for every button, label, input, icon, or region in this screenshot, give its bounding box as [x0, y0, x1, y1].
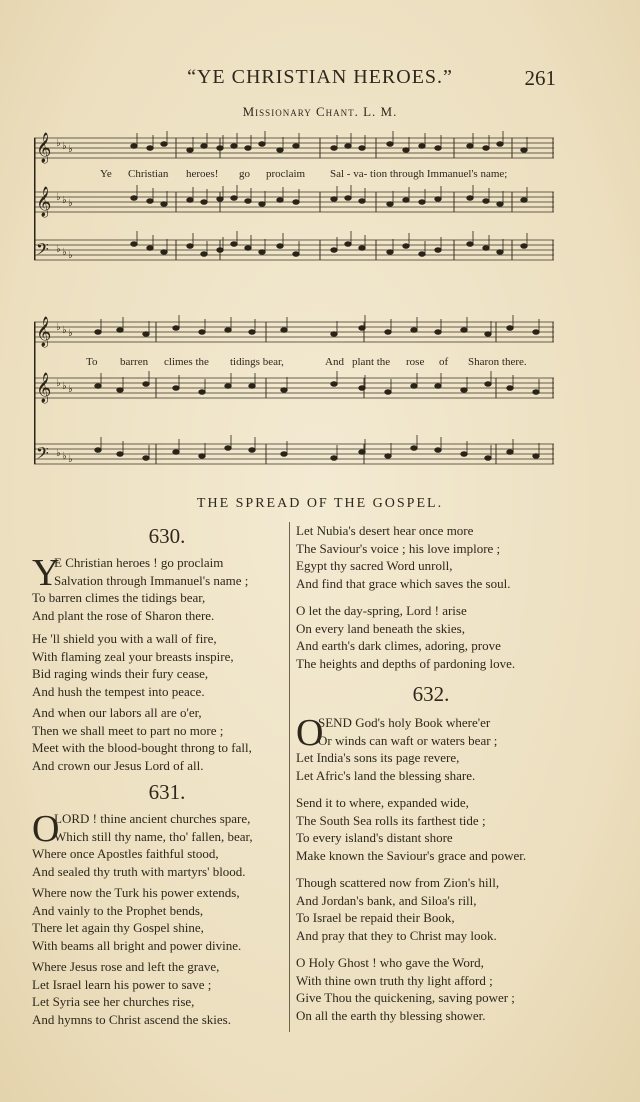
note-head — [281, 328, 287, 333]
verse-line: And find that grace which saves the soul. — [296, 575, 511, 591]
stanza — [296, 874, 499, 944]
flat-icon: ♭ — [62, 381, 67, 392]
note-head — [403, 244, 409, 249]
music-notation-2 — [34, 314, 556, 474]
flat-icon: ♭ — [62, 247, 67, 258]
lyric-word: barren — [120, 356, 149, 368]
verse-line: Or winds can waft or waters bear ; — [318, 732, 498, 748]
note-head — [345, 196, 351, 201]
note-head — [419, 200, 425, 205]
verse-line: SEND God's holy Book where'er — [318, 715, 491, 730]
note-head — [131, 196, 137, 201]
flat-icon: ♭ — [56, 322, 61, 333]
flat-icon: ♭ — [68, 384, 73, 395]
note-head — [331, 248, 337, 253]
flat-icon: ♭ — [62, 141, 67, 152]
note-head — [245, 146, 251, 151]
note-head — [435, 248, 441, 253]
note-head — [173, 326, 179, 331]
lyric-word: Sharon there. — [468, 356, 527, 368]
note-head — [485, 332, 491, 337]
note-head — [277, 148, 283, 153]
bass-clef-icon: 𝄢 — [36, 239, 49, 263]
note-head — [411, 328, 417, 333]
flat-icon: ♭ — [56, 138, 61, 149]
note-head — [533, 454, 539, 459]
lyric-word: And — [325, 356, 344, 368]
flat-icon: ♭ — [68, 250, 73, 261]
note-head — [217, 197, 223, 202]
music-system-1 — [34, 128, 556, 278]
note-head — [201, 144, 207, 149]
bass-clef-icon: 𝄢 — [36, 443, 49, 467]
verse-line: Which still thy name, tho' fallen, bear, — [54, 828, 253, 844]
music-system-2 — [34, 314, 556, 474]
page-number: 261 — [524, 66, 556, 90]
note-head — [187, 198, 193, 203]
note-head — [245, 246, 251, 251]
lyric-word: Christian — [128, 168, 169, 180]
note-head — [281, 452, 287, 457]
flat-icon: ♭ — [68, 328, 73, 339]
note-head — [249, 448, 255, 453]
hymn-number: 632. — [412, 682, 450, 706]
verse-line: LORD ! thine ancient churches spare, — [54, 811, 251, 826]
note-head — [385, 390, 391, 395]
verse-line: And hymns to Christ ascend the skies. — [32, 1011, 231, 1027]
verse-line: And earth's dark climes, adoring, prove — [296, 638, 501, 654]
note-head — [435, 197, 441, 202]
flat-icon: ♭ — [56, 378, 61, 389]
section-title: THE SPREAD OF THE GOSPEL. — [196, 496, 444, 511]
lyric-word: rose — [406, 356, 425, 368]
note-head — [435, 384, 441, 389]
note-head — [507, 326, 513, 331]
note-head — [521, 244, 527, 249]
lyric-word: go — [239, 168, 250, 180]
note-head — [231, 196, 237, 201]
lyric-word: climes the — [164, 356, 209, 368]
verse-line: Let Afric's land the blessing share. — [296, 767, 476, 783]
lyric-word: of — [439, 356, 449, 368]
note-head — [225, 328, 231, 333]
stanza — [296, 714, 497, 784]
note-head — [187, 148, 193, 153]
verse-line: Let Syria see her churches rise, — [32, 994, 195, 1010]
note-head — [277, 244, 283, 249]
note-head — [161, 202, 167, 207]
note-head — [131, 242, 137, 247]
flat-icon: ♭ — [62, 325, 67, 336]
note-head — [345, 144, 351, 149]
verse-line: The South Sea rolls its farthest tide ; — [296, 812, 486, 828]
note-head — [161, 250, 167, 255]
stanza — [296, 602, 515, 672]
verse-line: With thine own truth thy light afford ; — [296, 972, 493, 988]
note-head — [497, 250, 503, 255]
verse-line: O Holy Ghost ! who gave the Word, — [296, 955, 484, 970]
running-head: “YE CHRISTIAN HEROES.” — [187, 66, 453, 88]
lyric-word: Ye — [100, 168, 112, 180]
note-head — [147, 199, 153, 204]
note-head — [507, 386, 513, 391]
note-head — [331, 146, 337, 151]
verse-line: The heights and depths of pardoning love. — [296, 655, 516, 671]
note-head — [245, 199, 251, 204]
drop-cap: O — [296, 712, 324, 754]
note-head — [387, 202, 393, 207]
stanza — [296, 954, 515, 1024]
note-head — [147, 246, 153, 251]
note-head — [147, 146, 153, 151]
note-head — [533, 330, 539, 335]
verse-line: Meet with the blood-bought throng to fall, — [32, 740, 252, 756]
note-head — [419, 252, 425, 257]
verse-line: The Saviour's voice ; his love implore ; — [296, 540, 501, 556]
verse-line: Let India's sons its page revere, — [296, 750, 460, 766]
note-head — [345, 242, 351, 247]
treble-clef-icon: 𝄞 — [36, 317, 52, 347]
note-head — [143, 332, 149, 337]
note-head — [173, 386, 179, 391]
note-head — [249, 330, 255, 335]
lyric-word: Sal - va- tion through Immanuel's name; — [330, 168, 508, 180]
note-head — [187, 244, 193, 249]
flat-icon: ♭ — [62, 451, 67, 462]
note-head — [231, 144, 237, 149]
verse-line: O let the day-spring, Lord ! arise — [296, 603, 467, 618]
note-head — [521, 198, 527, 203]
verse-line: Though scattered now from Zion's hill, — [296, 875, 500, 890]
note-head — [331, 382, 337, 387]
flat-icon: ♭ — [68, 454, 73, 465]
note-head — [231, 242, 237, 247]
note-head — [199, 330, 205, 335]
note-head — [411, 384, 417, 389]
note-head — [359, 199, 365, 204]
verse-line: There let again thy Gospel shine, — [32, 920, 204, 936]
note-head — [131, 144, 137, 149]
note-head — [143, 382, 149, 387]
note-head — [359, 326, 365, 331]
note-head — [95, 384, 101, 389]
note-head — [281, 388, 287, 393]
note-head — [483, 199, 489, 204]
verse-line: Bid raging winds their fury cease, — [32, 666, 209, 682]
note-head — [419, 144, 425, 149]
music-notation-1 — [34, 128, 556, 278]
note-head — [435, 146, 441, 151]
note-head — [403, 148, 409, 153]
note-head — [293, 144, 299, 149]
note-head — [201, 200, 207, 205]
note-head — [249, 384, 255, 389]
note-head — [225, 384, 231, 389]
note-head — [387, 142, 393, 147]
note-head — [359, 146, 365, 151]
verse-line: And crown our Jesus Lord of all. — [32, 757, 204, 773]
stanza — [296, 794, 526, 864]
verse-line: Send it to where, expanded wide, — [296, 795, 469, 810]
note-head — [225, 446, 231, 451]
verse-line: And when our labors all are o'er, — [32, 705, 202, 720]
note-head — [467, 144, 473, 149]
note-head — [435, 448, 441, 453]
note-head — [201, 252, 207, 257]
verse-line: Let Nubia's desert hear once more — [296, 523, 474, 538]
note-head — [533, 390, 539, 395]
flat-icon: ♭ — [56, 244, 61, 255]
flat-icon: ♭ — [68, 198, 73, 209]
flat-icon: ♭ — [56, 192, 61, 203]
note-head — [117, 452, 123, 457]
drop-cap: O — [32, 808, 60, 850]
note-head — [483, 146, 489, 151]
verse-line: E Christian heroes ! go proclaim — [54, 555, 224, 570]
note-head — [293, 200, 299, 205]
hymn-number: 631. — [148, 780, 186, 804]
note-head — [259, 202, 265, 207]
note-head — [161, 142, 167, 147]
note-head — [293, 252, 299, 257]
note-head — [199, 454, 205, 459]
note-head — [435, 330, 441, 335]
note-head — [331, 197, 337, 202]
note-head — [331, 332, 337, 337]
note-head — [507, 450, 513, 455]
tune-title: Missionary Chant. L. M. — [242, 104, 398, 119]
note-head — [461, 328, 467, 333]
note-head — [117, 388, 123, 393]
note-head — [259, 250, 265, 255]
verse-line: With beams all bright and power divine. — [32, 937, 242, 953]
lyric-word: tidings bear, — [230, 356, 284, 368]
note-head — [331, 456, 337, 461]
lyric-word: To — [86, 356, 98, 368]
note-head — [277, 198, 283, 203]
verse-line: To every island's distant shore — [296, 830, 453, 846]
note-head — [403, 198, 409, 203]
verse-line: Where now the Turk his power extends, — [32, 885, 240, 900]
verse-line: On all the earth thy blessing shower. — [296, 1007, 486, 1023]
note-head — [95, 330, 101, 335]
verse-line: And hush the tempest into peace. — [32, 683, 205, 699]
verse-line: Where Jesus rose and left the grave, — [32, 959, 220, 974]
note-head — [359, 450, 365, 455]
note-head — [95, 448, 101, 453]
stanza — [296, 522, 510, 592]
lyric-word: heroes! — [186, 168, 219, 180]
verse-line: Where once Apostles faithful stood, — [32, 846, 219, 862]
verse-line: Give Thou the quickening, saving power ; — [296, 990, 515, 1006]
note-head — [521, 148, 527, 153]
verse-line: Egypt thy sacred Word unroll, — [296, 558, 453, 574]
stanza — [32, 810, 253, 880]
note-head — [467, 242, 473, 247]
verse-line: And sealed thy truth with martyrs' blood. — [32, 863, 246, 879]
note-head — [411, 446, 417, 451]
verse-line: And pray that they to Christ may look. — [296, 927, 497, 943]
note-head — [359, 246, 365, 251]
note-head — [359, 386, 365, 391]
flat-icon: ♭ — [56, 448, 61, 459]
verse-line: And plant the rose of Sharon there. — [32, 607, 215, 623]
drop-cap: Y — [32, 552, 60, 594]
verse-line: To Israel be repaid their Book, — [296, 910, 455, 926]
note-head — [485, 456, 491, 461]
note-head — [485, 382, 491, 387]
note-head — [467, 196, 473, 201]
verse-line: He 'll shield you with a wall of fire, — [32, 631, 217, 646]
verse-line: On every land beneath the skies, — [296, 620, 465, 636]
verse-line: With flaming zeal your breasts inspire, — [32, 648, 234, 664]
note-head — [217, 146, 223, 151]
treble-clef-icon: 𝄞 — [36, 187, 52, 217]
note-head — [461, 388, 467, 393]
left-column — [32, 520, 302, 1030]
note-head — [259, 142, 265, 147]
stanza — [32, 554, 248, 624]
flat-icon: ♭ — [62, 195, 67, 206]
note-head — [117, 328, 123, 333]
note-head — [461, 452, 467, 457]
verse-line: To barren climes the tidings bear, — [32, 590, 206, 606]
note-head — [173, 450, 179, 455]
note-head — [199, 390, 205, 395]
stanza — [32, 704, 252, 774]
treble-clef-icon: 𝄞 — [36, 133, 52, 163]
note-head — [385, 454, 391, 459]
treble-clef-icon: 𝄞 — [36, 373, 52, 403]
note-head — [217, 248, 223, 253]
stanza — [32, 884, 241, 954]
right-column — [296, 522, 566, 1032]
note-head — [497, 142, 503, 147]
verse-line: Let Israel learn his power to save ; — [32, 976, 212, 992]
verse-line: Make known the Saviour's grace and power. — [296, 847, 527, 863]
note-head — [385, 330, 391, 335]
note-head — [387, 250, 393, 255]
lyric-word: plant the — [352, 356, 391, 368]
note-head — [143, 456, 149, 461]
verse-line: And Jordan's bank, and Siloa's rill, — [296, 892, 477, 908]
flat-icon: ♭ — [68, 144, 73, 155]
stanza — [32, 958, 231, 1028]
hymn-number: 630. — [148, 524, 186, 548]
verse-line: And vainly to the Prophet bends, — [32, 902, 204, 918]
verse-line: Then we shall meet to part no more ; — [32, 722, 224, 738]
note-head — [497, 202, 503, 207]
stanza — [32, 630, 234, 700]
verse-line: Salvation through Immanuel's name ; — [54, 572, 249, 588]
note-head — [483, 246, 489, 251]
lyric-word: proclaim — [266, 168, 306, 180]
